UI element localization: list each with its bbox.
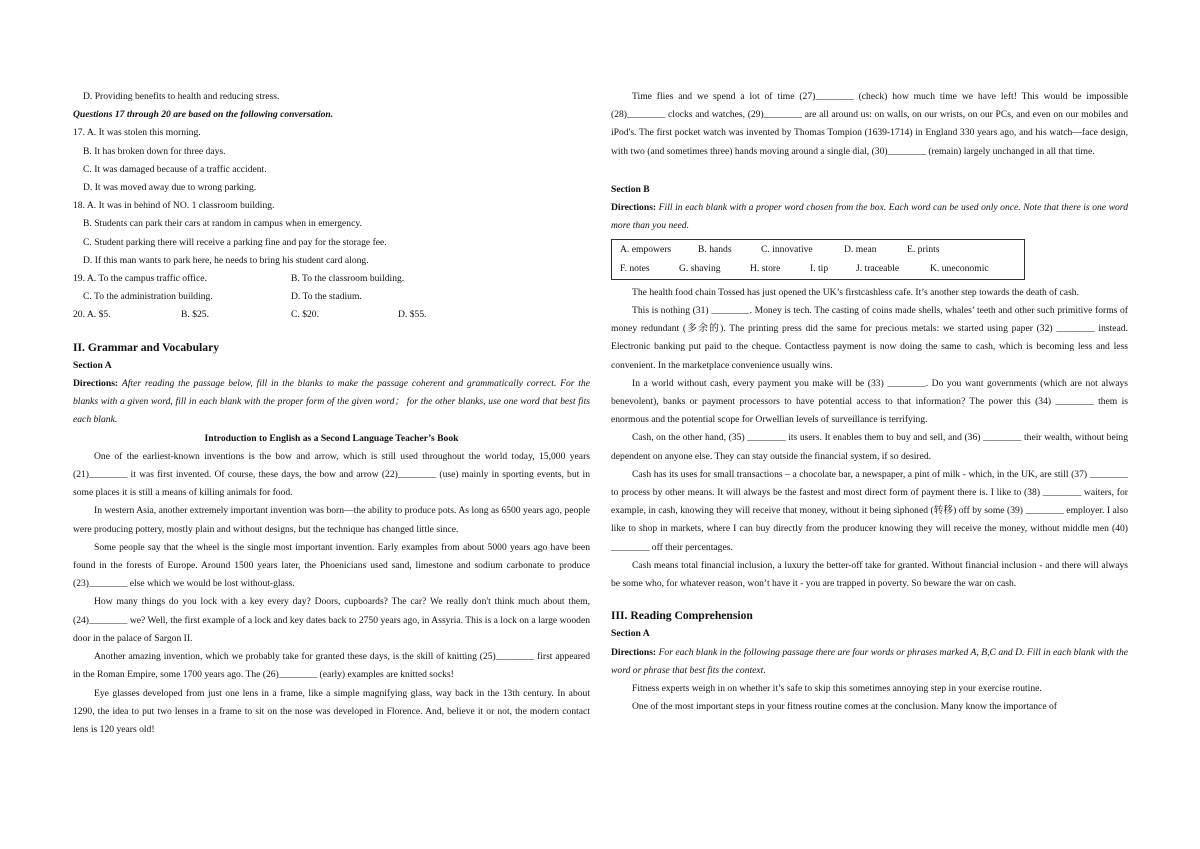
option-17c: C. It was damaged because of a traffic accident. [83, 163, 267, 175]
word-option: K. uneconomic [930, 262, 989, 274]
word-option: C. innovative [761, 244, 813, 256]
word-box-row-1 [620, 241, 1016, 259]
directions-reading-text: For each blank in the following passage there are four words or phrases marked A, B,C and D. Fill in each blank with the word or phrase that best fits the context. [611, 646, 1129, 676]
word-option: I. tip [810, 262, 829, 274]
question-19-row1 [73, 270, 590, 288]
reading-paragraph: One of the most important steps in your fitness routine comes at the conclusion. Many know the importance of [632, 701, 1057, 713]
word-option: B. hands [698, 244, 732, 256]
passage-paragraph: Time flies and we spend a lot of time (27)________ (check) how much time we have left! This would be impossible (28)________ clocks and watches, (29)________ are all around us: on walls, on our wrists, on our PCs, and even on our mobiles and iPod's. The first pocket watch was invented by Thomas Tompion (1639-1714) in England 330 years ago, and his watch—face design, with two (and sometimes three) hands moving around a single dial, (30)________ (remain) largely unchanged in all that time. [611, 91, 1128, 157]
option-20d: D. $55. [398, 309, 427, 321]
directions-label: Directions: [611, 646, 657, 658]
passage-paragraph: Eye glasses developed from just one lens in a frame, like a simple magnifying glass, way back in the 13th century. In about 1290, the idea to put two lenses in a frame to sit on the nose was developed in Florence. And, believe it or not, the modern contact lens is 120 years old! [73, 687, 590, 735]
option-20a: 20. A. $5. [73, 309, 111, 321]
part2-title: II. Grammar and Vocabulary [73, 340, 220, 354]
word-option: H. store [750, 262, 781, 274]
questions-17-20-heading: Questions 17 through 20 are based on the following conversation. [73, 109, 334, 121]
directions-text: After reading the passage below, fill in the blanks to make the passage coherent and grammatically correct. For the blanks with a given word, fill in each blank with the proper form of the given word； for the other blanks, use one word that best fits each blank. [73, 378, 590, 426]
option-20b: B. $25. [181, 309, 209, 321]
passage-paragraph: In a world without cash, every payment you make will be (33) ________. Do you want governments (which are not always benevolent), banks or payment processors to have potential access to that information? The power this (34) ________ them is enormous and the potential scope for Orwellian levels of surveillance is terrifying. [611, 377, 1128, 426]
word-option: J. traceable [856, 262, 900, 274]
directions-reading [611, 644, 1128, 680]
word-box [611, 239, 1025, 279]
reading-paragraph: Fitness experts weigh in on whether it’s safe to skip this sometimes annoying step in your exercise routine. [632, 683, 1042, 695]
passage-paragraph: Cash means total financial inclusion, a luxury the better-off take for granted. Without financial inclusion - and there will always be some who, for whatever reason, won’t have it - you are trapped in poverty. So beware the war on cash. [611, 559, 1128, 590]
word-option: A. empowers [620, 244, 672, 256]
passage-paragraph: Cash has its uses for small transactions – a chocolate bar, a newspaper, a pint of milk - which, in the UK, are still (37) ________ to process by other means. It will always be the fastest and most direct form of payment there is. I like to (38) ________ waiters, for example, in cash, knowing they will receive that money, without it being siphoned (转移) off by some (39) ________ employer. I also like to shop in markets, where I can buy directly from the producer knowing they will receive the money, without middle men (40) ________ off their percentages. [611, 468, 1128, 553]
part3-title: III. Reading Comprehension [611, 609, 753, 623]
section-b-label: Section B [611, 183, 650, 195]
question-20-row [73, 306, 590, 324]
option-19c: C. To the administration building. [83, 291, 213, 303]
option-17a: 17. A. It was stolen this morning. [73, 127, 201, 139]
passage-paragraph: In western Asia, another extremely important invention was born—the ability to produce pots. As long as 6500 years ago, people were producing pottery, mostly plain and without designs, but the technique has changed little since. [73, 505, 590, 535]
word-option: F. notes [620, 262, 650, 274]
option-17d: D. It was moved away due to wrong parking. [83, 182, 257, 194]
option-18b: B. Students can park their cars at random in campus when in emergency. [83, 218, 362, 230]
option-19a: 19. A. To the campus traffic office. [73, 273, 207, 285]
word-box-row-2 [620, 260, 1016, 278]
word-option: G. shaving [679, 262, 721, 274]
option-19d: D. To the stadium. [291, 291, 362, 303]
passage-paragraph: The health food chain Tossed has just opened the UK’s firstcashless cafe. It’s another step towards the death of cash. [632, 286, 1079, 298]
word-option: D. mean [844, 244, 877, 256]
left-column [73, 88, 590, 739]
section-a-label: Section A [73, 359, 112, 371]
option-19b: B. To the classroom building. [291, 273, 405, 285]
passage-paragraph: How many things do you lock with a key every day? Doors, cupboards? The car? We really don't think much about them, (24)________ we? Well, the first example of a lock and key dates back to 2750 years ago, in Assyria. This is a lock on a large wooden door in the palace of Sargon II. [73, 596, 590, 644]
section-a-label: Section A [611, 628, 650, 640]
directions-label: Directions: [73, 378, 119, 390]
right-column [611, 88, 1128, 717]
directions-b-text: Fill in each blank with a proper word chosen from the box. Each word can be used only once. Note that there is one word more than you need. [611, 202, 1128, 232]
option-18c: C. Student parking there will receive a parking fine and pay for the storage fee. [83, 236, 387, 248]
directions-b [611, 199, 1128, 235]
directions [73, 375, 590, 430]
question-19-row2 [73, 288, 590, 306]
passage-paragraph: Cash, on the other hand, (35) ________ its users. It enables them to buy and sell, and (36) ________ their wealth, without being dependent on anyone else. They can stay outside the financial system, if so desired. [611, 432, 1128, 462]
directions-label: Directions: [611, 202, 657, 214]
option-20c: C. $20. [291, 309, 319, 321]
passage-title: Introduction to English as a Second Language Teacher’s Book [204, 432, 459, 444]
passage-paragraph: Another amazing invention, which we probably take for granted these days, is the skill of knitting (25)________ first appeared in the Roman Empire, some 1700 years ago. The (26)________ (early) examples are knitted socks! [73, 651, 590, 681]
option-18d: D. If this man wants to park here, he needs to bring his student card along. [83, 254, 369, 266]
passage-paragraph: One of the earliest-known inventions is the bow and arrow, which is still used throughout the world today, 15,000 years (21)________ it was first invented. Of course, these days, the bow and arrow (22)________ (use) mainly in sporting events, but in some places it is still a means of killing animals for food. [73, 450, 590, 499]
option-17b: B. It has broken down for three days. [83, 145, 226, 157]
option-16d: D. Providing benefits to health and reducing stress. [83, 91, 280, 102]
option-18a: 18. A. It was in behind of NO. 1 classroom building. [73, 200, 275, 212]
word-option: E. prints [907, 244, 940, 256]
passage-paragraph: Some people say that the wheel is the single most important invention. Early examples from about 5000 years ago have been found in the forests of Europe. Around 1500 years later, the Phoenicians used sand, limestone and sodium carbonate to produce (23)________ else which we would be lost without-glass. [73, 541, 590, 590]
passage-paragraph: This is nothing (31) ________. Money is tech. The casting of coins made shells, whales’ teeth and other such primitive forms of money redundant (多余的). The printing press did the same for precious metals: we started using paper (32) ________ instead. Electronic banking put paid to the cheque. Contactless payment is now doing the same to cash, which is becoming less and less convenient. In the marketplace convenience usually wins. [611, 305, 1128, 371]
